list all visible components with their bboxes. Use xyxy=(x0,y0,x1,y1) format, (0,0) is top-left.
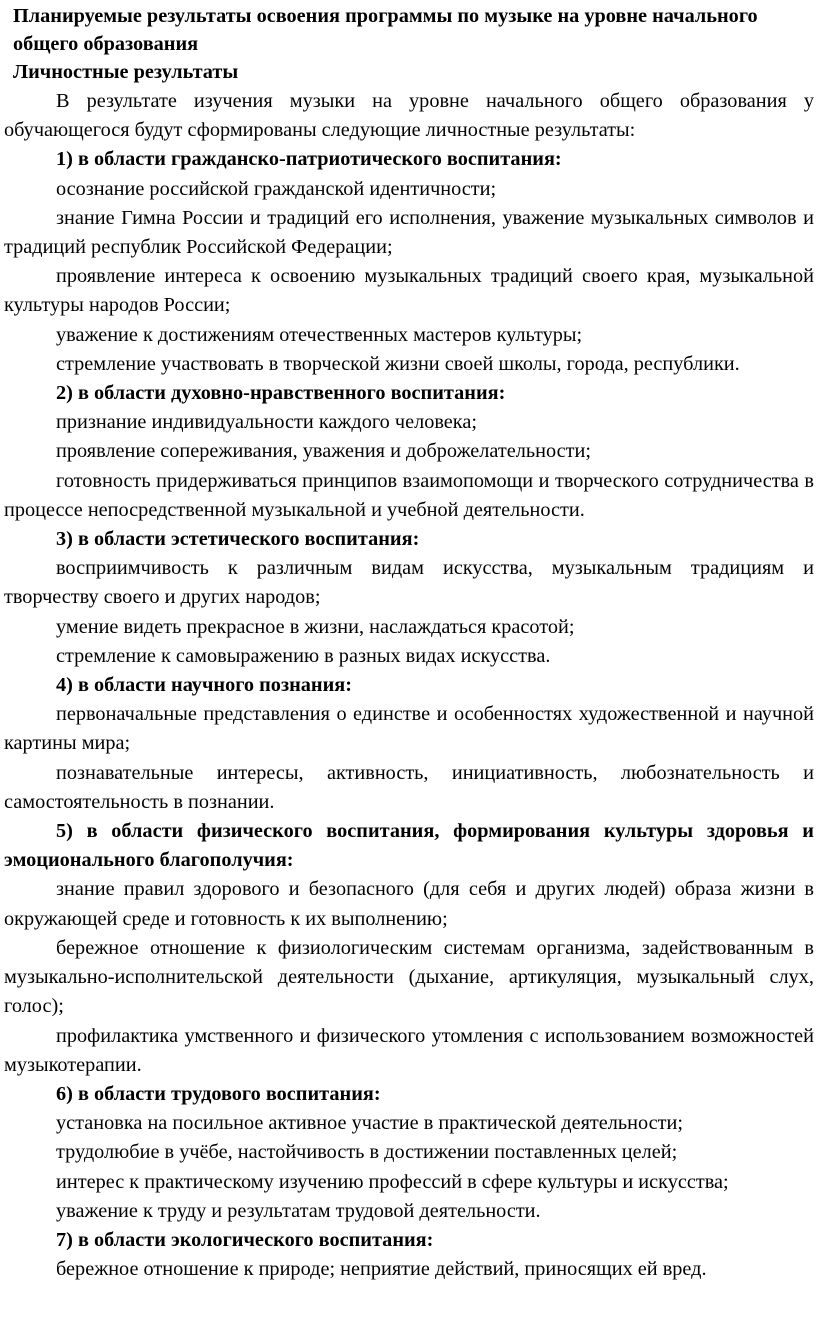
list-item: уважение к труду и результатам трудовой деятельности. xyxy=(56,1199,541,1222)
list-item: установка на посильное активное участие в практической деятельности; xyxy=(56,1112,684,1135)
section-heading: 1) в области гражданско-патриотического воспитания: xyxy=(56,148,562,171)
list-item: проявление интереса к освоению музыкальных традиций своего края, музыкальной культуры народов России; xyxy=(4,265,814,317)
list-item: интерес к практическому изучению профессий в сфере культуры и искусства; xyxy=(56,1170,729,1193)
list-item: знание Гимна России и традиций его исполнения, уважение музыкальных символов и традиций республик Российской Федерации; xyxy=(4,206,814,259)
list-item: осознание российской гражданской идентичности; xyxy=(56,177,497,200)
section-heading: 3) в области эстетического воспитания: xyxy=(56,528,420,551)
section-subtitle: Личностные результаты xyxy=(13,61,239,83)
list-item: профилактика умственного и физического утомления с использованием возможностей музыкотерапии. xyxy=(4,1024,814,1076)
sections-container xyxy=(4,145,814,1284)
section-heading: 4) в области научного познания: xyxy=(56,674,353,697)
section-heading: 7) в области экологического воспитания: xyxy=(56,1228,434,1251)
list-item: готовность придерживаться принципов взаимопомощи и творческого сотрудничества в процессе непосредственной музыкальной и учебной деятельности. xyxy=(4,469,814,521)
document-title: Планируемые результаты освоения программы по музыке на уровне начального общего образования xyxy=(13,5,758,55)
list-item: первоначальные представления о единстве и особенностях художественной и научной картины мира; xyxy=(4,703,814,755)
section-heading: 2) в области духовно-нравственного воспитания: xyxy=(56,382,506,405)
list-item: познавательные интересы, активность, инициативность, любознательность и самостоятельность в познании. xyxy=(4,761,814,813)
list-item: бережное отношение к физиологическим системам организма, задействованным в музыкально-исполнительской деятельности (дыхание, артикуляция, музыкальный слух, голос); xyxy=(4,936,814,1018)
list-item: стремление участвовать в творческой жизни своей школы, города, республики. xyxy=(56,352,740,375)
list-item: восприимчивость к различным видам искусства, музыкальным традициям и творчеству своего и других народов; xyxy=(4,557,814,609)
list-item: стремление к самовыражению в разных видах искусства. xyxy=(56,644,551,667)
list-item: бережное отношение к природе; неприятие действий, приносящих ей вред. xyxy=(56,1258,707,1281)
intro-paragraph: В результате изучения музыки на уровне начального общего образования у обучающегося будут сформированы следующие личностные результаты: xyxy=(4,90,814,142)
list-item: проявление сопереживания, уважения и доброжелательности; xyxy=(56,440,591,463)
list-item: признание индивидуальности каждого человека; xyxy=(56,411,477,434)
list-item: знание правил здорового и безопасного (для себя и других людей) образа жизни в окружающей среде и готовность к их выполнению; xyxy=(4,878,814,930)
list-item: уважение к достижениям отечественных мастеров культуры; xyxy=(56,323,583,346)
list-item: умение видеть прекрасное в жизни, наслаждаться красотой; xyxy=(56,615,575,638)
section-heading: 5) в области физического воспитания, формирования культуры здоровья и эмоционального благополучия: xyxy=(4,820,814,872)
section-heading: 6) в области трудового воспитания: xyxy=(56,1082,381,1105)
list-item: трудолюбие в учёбе, настойчивость в достижении поставленных целей; xyxy=(56,1141,678,1164)
